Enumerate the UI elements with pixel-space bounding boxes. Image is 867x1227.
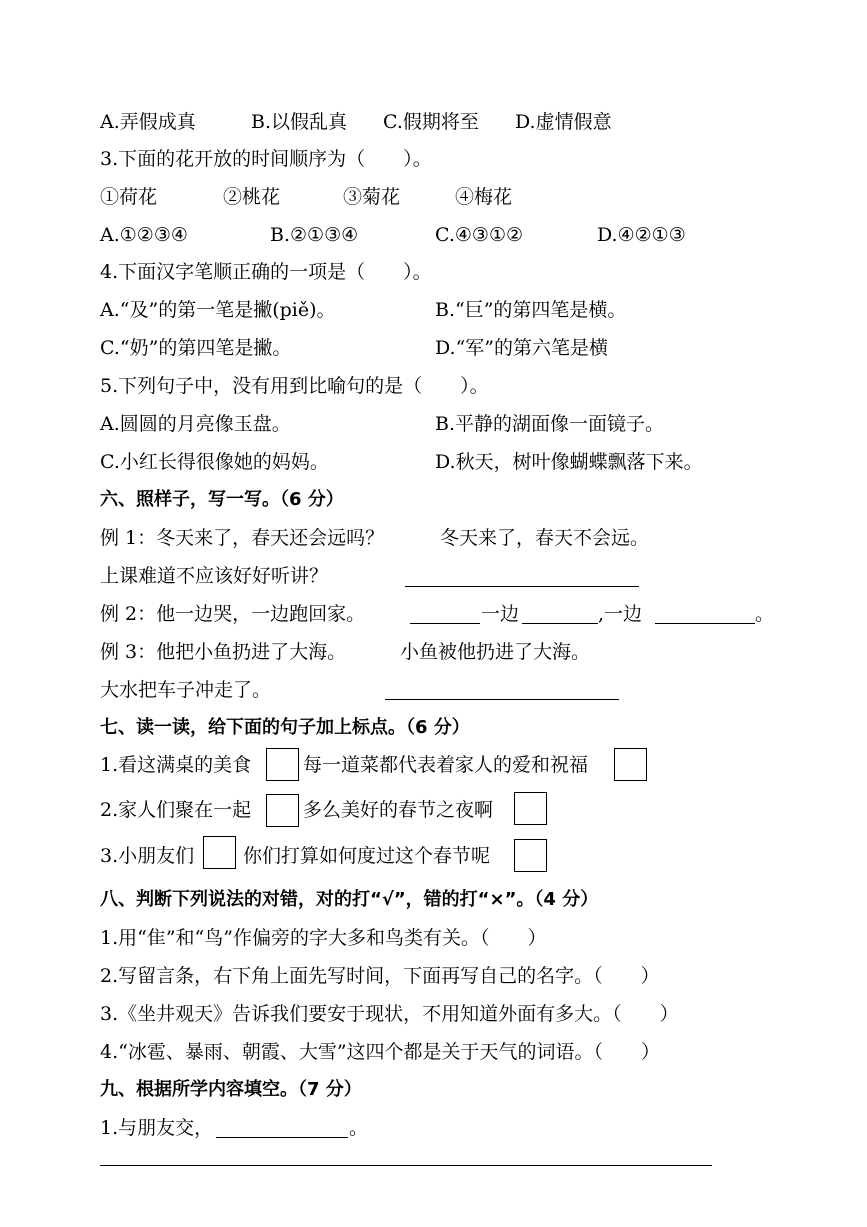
judgement-item-3: 3.《坐井观天》告诉我们要安于现状，不用知道外面有多大。（ ） bbox=[100, 1003, 679, 1025]
q5-option-d: D.秋天，树叶像蝴蝶飘落下来。 bbox=[435, 451, 703, 473]
q4-option-c: C.“奶”的第四笔是撇。 bbox=[100, 337, 292, 359]
example-2-blank-3[interactable] bbox=[655, 623, 755, 624]
judgement-item-2: 2.写留言条，右下角上面先写时间，下面再写自己的名字。（ ） bbox=[100, 965, 660, 987]
sentence-1-part-1: 1.看这满桌的美食 bbox=[100, 754, 252, 776]
q2-option-d: D.虚情假意 bbox=[515, 111, 612, 133]
example-2-label: 例 2：他一边哭，一边跑回家。 bbox=[100, 603, 366, 625]
q5-stem: 5.下列句子中，没有用到比喻句的是（ ）。 bbox=[100, 375, 489, 397]
q4-option-b: B.“巨”的第四笔是横。 bbox=[435, 299, 627, 321]
q3-flower-3: ③菊花 bbox=[343, 186, 401, 208]
q2-option-b: B.以假乱真 bbox=[251, 111, 348, 133]
punctuation-box[interactable] bbox=[514, 792, 547, 825]
example-2-blank-1[interactable] bbox=[410, 623, 480, 624]
q5-option-a: A.圆圆的月亮像玉盘。 bbox=[100, 413, 291, 435]
fill-item-1-end: 。 bbox=[349, 1117, 369, 1139]
sentence-2-part-1: 2.家人们聚在一起 bbox=[100, 799, 252, 821]
q4-stem: 4.下面汉字笔顺正确的一项是（ ）。 bbox=[100, 261, 432, 283]
punctuation-box[interactable] bbox=[266, 794, 299, 827]
section-7-heading: 七、读一读，给下面的句子加上标点。（6 分） bbox=[100, 717, 470, 738]
judgement-item-1: 1.用“隹”和“鸟”作偏旁的字大多和鸟类有关。（ ） bbox=[100, 927, 547, 949]
punctuation-box[interactable] bbox=[266, 748, 299, 781]
example-3-label: 例 3：他把小鱼扔进了大海。 bbox=[100, 641, 347, 663]
sentence-2-part-2: 多么美好的春节之夜啊 bbox=[303, 799, 494, 821]
q5-option-c: C.小红长得很像她的妈妈。 bbox=[100, 451, 329, 473]
example-2-word-2: ,一边 bbox=[598, 603, 643, 625]
sentence-1-part-2: 每一道菜都代表着家人的爱和祝福 bbox=[303, 754, 589, 776]
q4-option-d: D.“军”的第六笔是横 bbox=[435, 337, 609, 359]
judgement-item-4: 4.“冰雹、暴雨、朝霞、大雪”这四个都是关于天气的词语。（ ） bbox=[100, 1041, 661, 1063]
example-2-word-1: 一边 bbox=[481, 603, 520, 625]
example-3-answer: 小鱼被他扔进了大海。 bbox=[400, 641, 591, 663]
section-8-heading: 八、判断下列说法的对错，对的打“√”，错的打“×”。（4 分） bbox=[100, 889, 599, 910]
punctuation-box[interactable] bbox=[514, 839, 547, 872]
q3-option-b: B.②①③④ bbox=[270, 224, 359, 246]
sentence-3-part-1: 3.小朋友们 bbox=[100, 845, 195, 867]
q4-option-a: A.“及”的第一笔是撇(piě)。 bbox=[100, 299, 336, 321]
example-1-answer-line[interactable] bbox=[405, 586, 639, 587]
q3-flower-2: ②桃花 bbox=[223, 186, 281, 208]
section-6-heading: 六、照样子，写一写。（6 分） bbox=[100, 489, 344, 510]
q3-stem: 3.下面的花开放的时间顺序为（ ）。 bbox=[100, 148, 432, 170]
example-1-task: 上课难道不应该好好听讲？ bbox=[100, 565, 329, 587]
section-9-heading: 九、根据所学内容填空。（7 分） bbox=[100, 1079, 362, 1100]
example-1-label: 例 1：冬天来了，春天还会远吗？ bbox=[100, 527, 385, 549]
q2-option-c: C.假期将至 bbox=[383, 111, 479, 133]
fill-answer-line[interactable] bbox=[100, 1165, 712, 1166]
punctuation-box[interactable] bbox=[203, 836, 236, 869]
q3-option-d: D.④②①③ bbox=[597, 224, 686, 246]
example-3-task: 大水把车子冲走了。 bbox=[100, 679, 272, 701]
example-2-end: 。 bbox=[755, 603, 775, 625]
sentence-3-part-2: 你们打算如何度过这个春节呢 bbox=[243, 845, 491, 867]
q2-option-a: A.弄假成真 bbox=[100, 111, 196, 133]
example-2-blank-2[interactable] bbox=[522, 623, 598, 624]
q3-option-a: A.①②③④ bbox=[100, 224, 188, 246]
punctuation-box[interactable] bbox=[614, 748, 647, 781]
example-3-answer-line[interactable] bbox=[385, 699, 619, 700]
fill-item-1-blank[interactable] bbox=[216, 1137, 348, 1138]
q5-option-b: B.平静的湖面像一面镜子。 bbox=[435, 413, 665, 435]
q3-flower-1: ①荷花 bbox=[100, 186, 158, 208]
q3-flower-4: ④梅花 bbox=[455, 186, 513, 208]
example-1-answer: 冬天来了，春天不会远。 bbox=[440, 527, 650, 549]
fill-item-1: 1.与朋友交， bbox=[100, 1117, 214, 1139]
q3-option-c: C.④③①② bbox=[435, 224, 524, 246]
